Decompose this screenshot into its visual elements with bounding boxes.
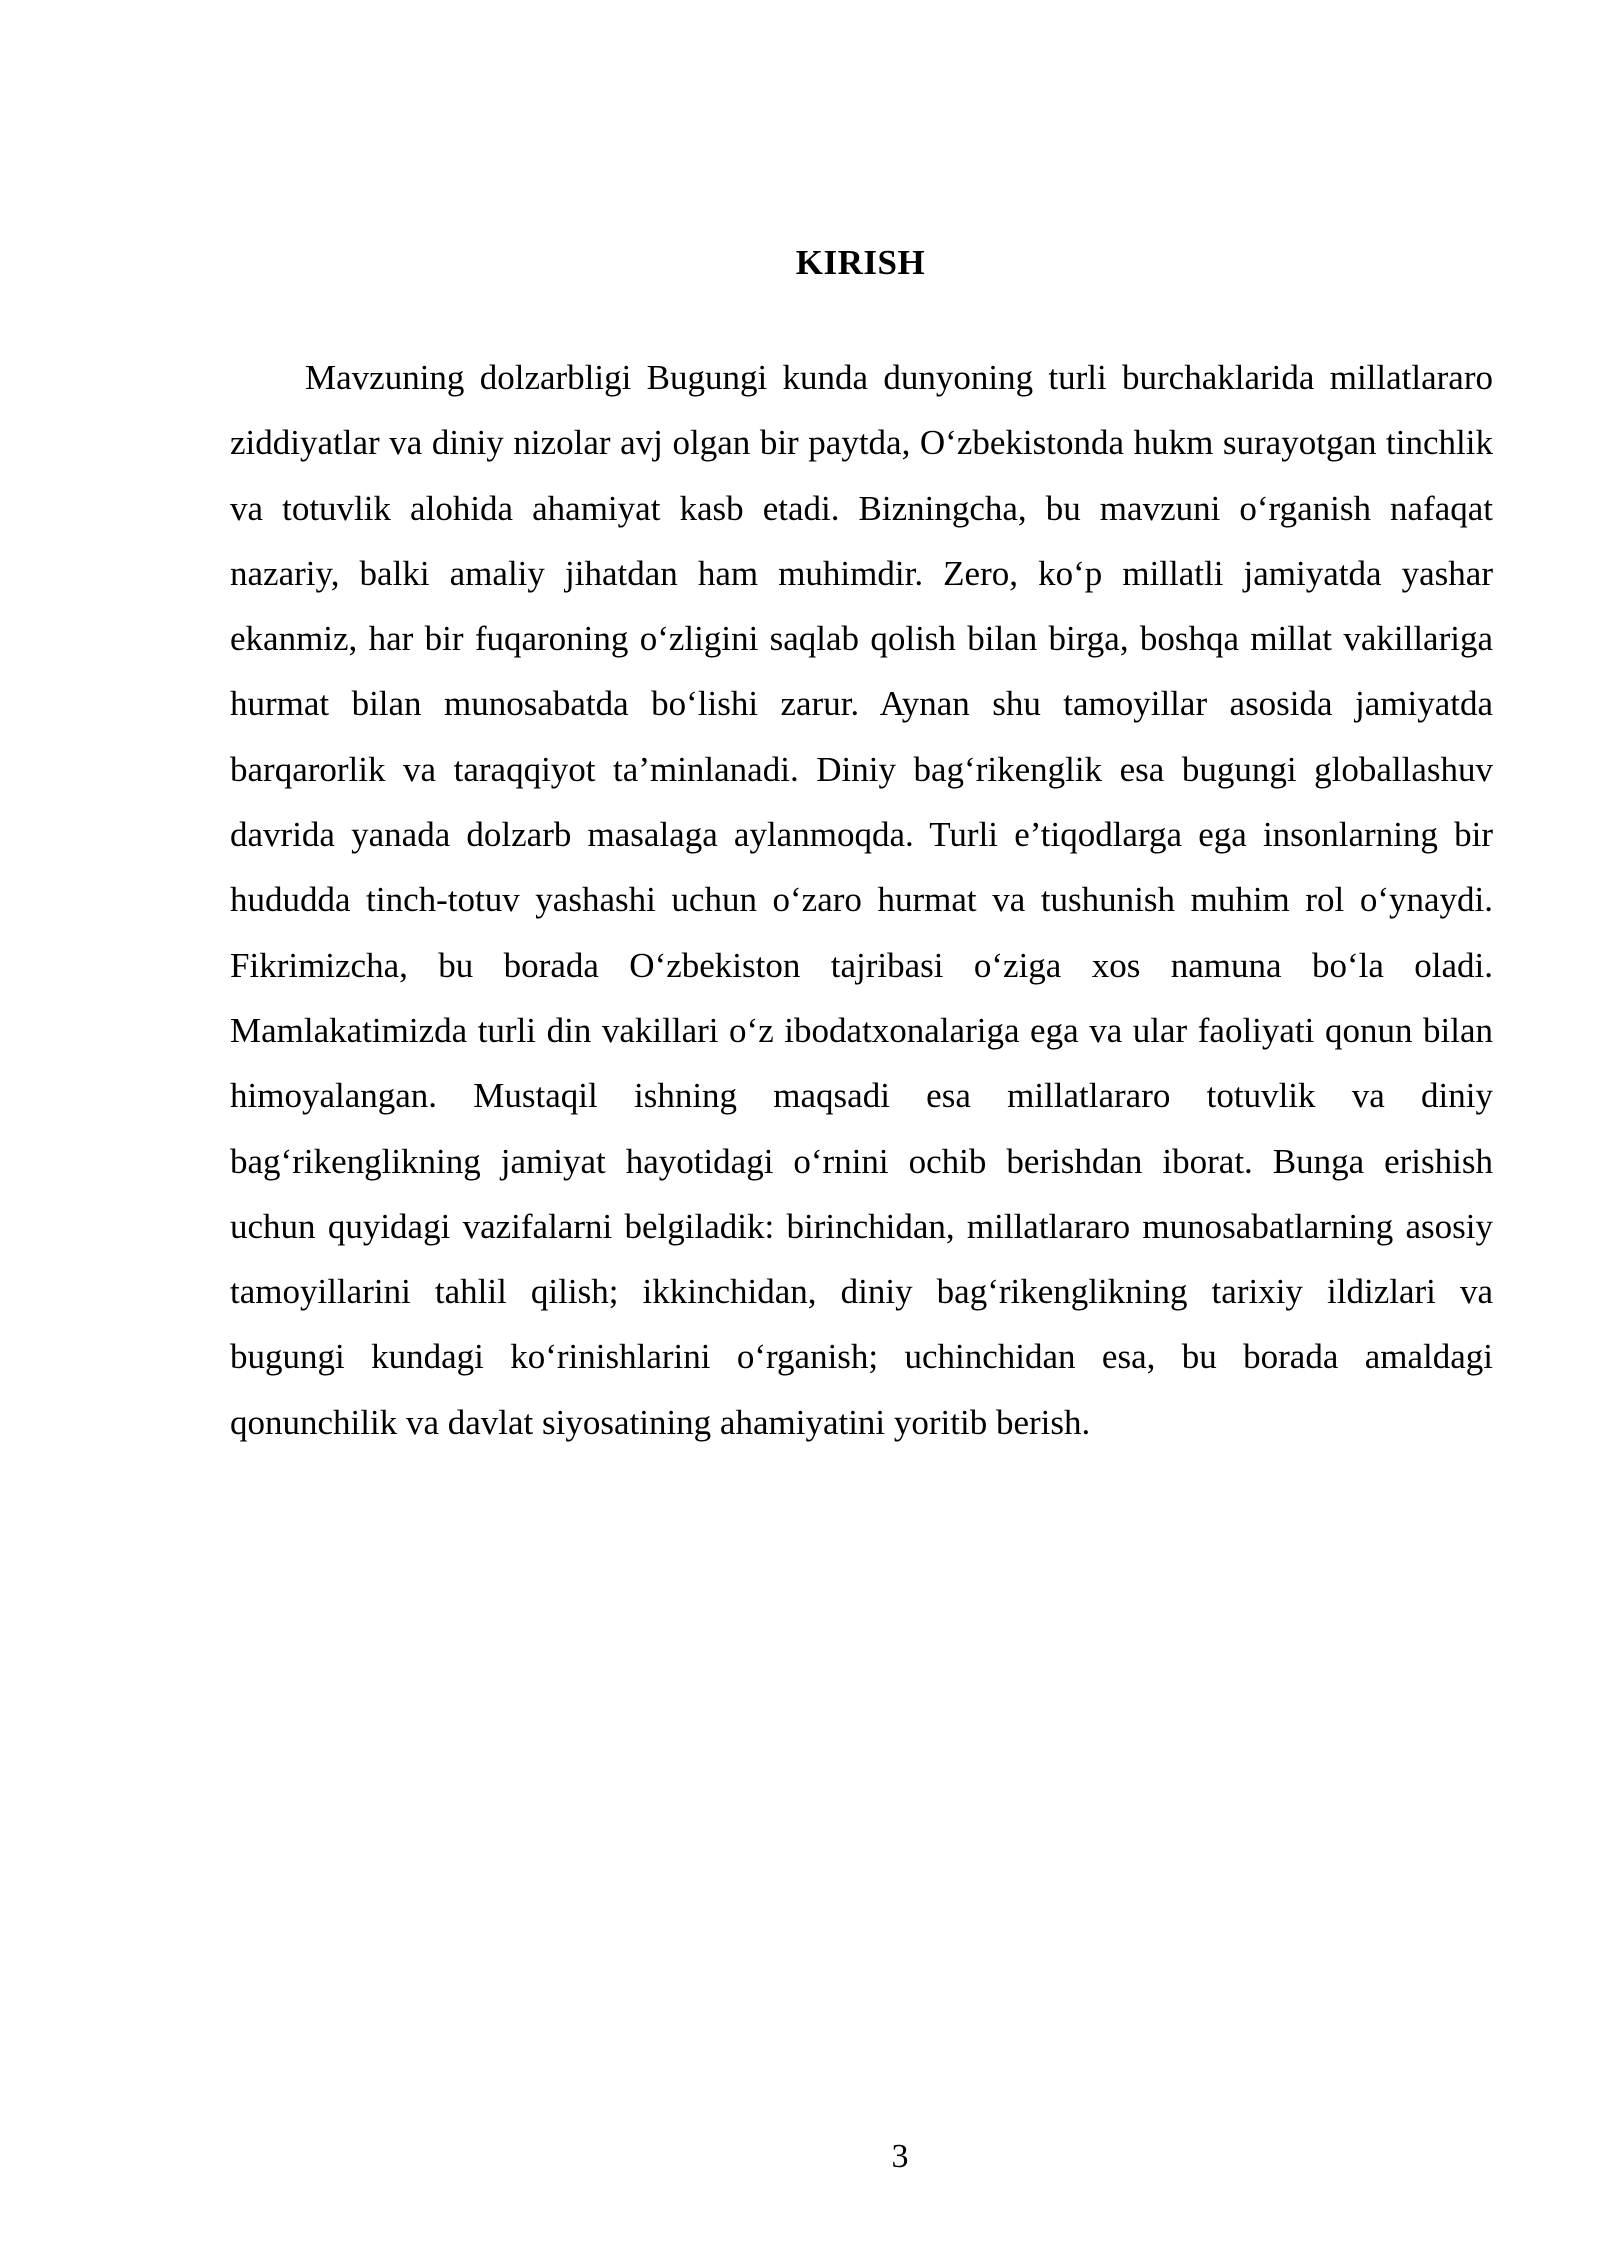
page-number: 3 <box>891 2138 909 2175</box>
body-paragraph: Mavzuning dolzarbligi Bugungi kunda dunyoning turli burchaklarida millatlararo ziddiyatlar va diniy nizolar avj olgan bir paytda, O‘zbekistonda hukm surayotgan tinchlik va totuvlik alohida ahamiyat kasb etadi. Bizningcha, bu mavzuni o‘rganish nafaqat nazariy, balki amaliy jihatdan ham muhimdir. Zero, ko‘p millatli jamiyatda yashar ekanmiz, har bir fuqaroning o‘zligini saqlab qolish bilan birga, boshqa millat vakillariga hurmat bilan munosabatda bo‘lishi zarur. Aynan shu tamoyillar asosida jamiyatda barqarorlik va taraqqiyot ta’minlanadi. Diniy bag‘rikenglik esa bugungi globallashuv davrida yanada dolzarb masalaga aylanmoqda. Turli e’tiqodlarga ega insonlarning bir hududda tinch-totuv yashashi uchun o‘zaro hurmat va tushunish muhim rol o‘ynaydi. Fikrimizcha, bu borada O‘zbekiston tajribasi o‘ziga xos namuna bo‘la oladi. Mamlakatimizda turli din vakillari o‘z ibodatxonalariga ega va ular faoliyati qonun bilan himoyalangan. Mustaqil ishning maqsadi esa millatlararo totuvlik va diniy bag‘rikenglikning jamiyat hayotidagi o‘rnini ochib berishdan iborat. Bunga erishish uchun quyidagi vazifalarni belgiladik: birinchidan, millatlararo munosabatlarning asosiy tamoyillarini tahlil qilish; ikkinchidan, diniy bag‘rikenglikning tarixiy ildizlari va bugungi kundagi ko‘rinishlarini o‘rganish; uchinchidan esa, bu borada amaldagi qonunchilik va davlat siyosatining ahamiyatini yoritib berish. <box>230 358 1493 1442</box>
page-title: KIRISH <box>795 243 926 283</box>
